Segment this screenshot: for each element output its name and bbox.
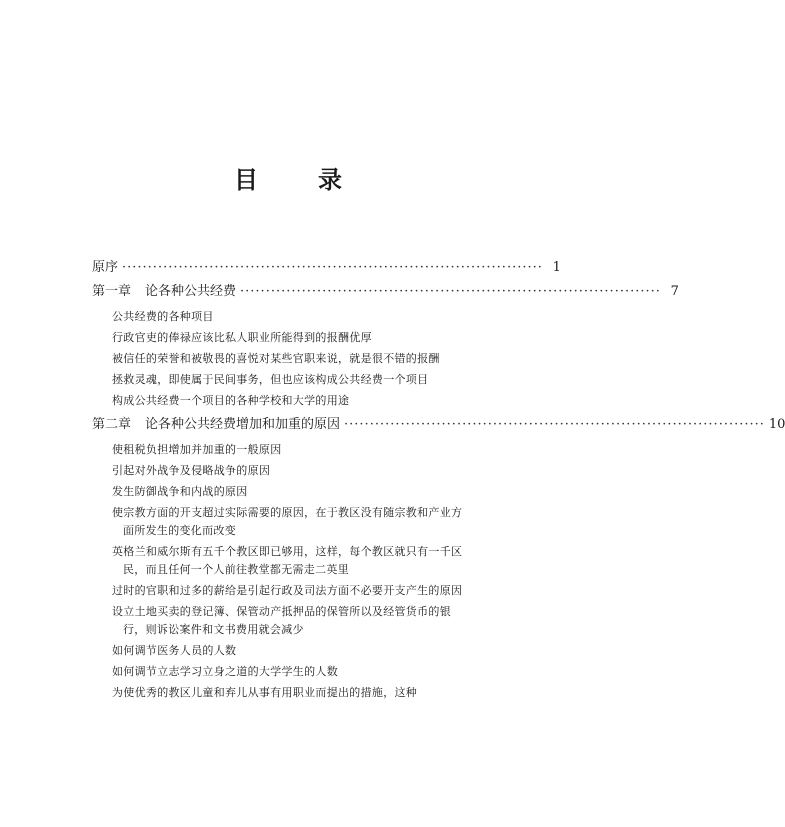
toc-entry-chapter-2[interactable] [92,413,785,437]
toc-page-number: 7 [670,284,679,299]
toc-page-number: 10 [768,417,785,432]
chapter-number: 第二章 [92,417,132,432]
list-item: 发生防御战争和内战的原因 [112,485,248,498]
title-char-2: 录 [318,166,342,194]
title-char-1: 目 [234,166,258,194]
list-item: 如何调节立志学习立身之道的大学学生的人数 [112,665,338,678]
toc-entry-label: 论各种公共经费增加和加重的原因 [145,417,341,432]
chapter-1-subitems [112,308,472,410]
list-item: 设立土地买卖的登记簿、保管动产抵押品的保管所以及经管货币的银行，则诉讼案件和文书费用就会减少 [112,605,451,636]
page-title [0,160,576,195]
chapter-number: 第一章 [92,284,132,299]
list-item: 引起对外战争及侵略战争的原因 [112,464,271,477]
list-item: 使宗教方面的开支超过实际需要的原因，在于教区没有随宗教和产业方面所发生的变化而改变 [112,506,463,537]
toc-entry-preface[interactable] [92,256,561,280]
dot-leader: ·················································································· [122,260,543,275]
list-item: 如何调节医务人员的人数 [112,644,237,657]
dot-leader: ·················································································· [344,417,765,432]
chapter-2-subitems [112,441,472,702]
list-item: 被信任的荣誉和被敬畏的喜悦对某些官职来说，就是很不错的报酬 [112,352,440,365]
list-item: 英格兰和威尔斯有五千个教区即已够用，这样，每个教区就只有一千区民，而且任何一个人前往教堂都无需走二英里 [112,545,463,576]
table-of-contents [92,256,785,705]
toc-entry-label: 原序 [92,260,119,275]
toc-entry-label: 论各种公共经费 [145,284,237,299]
toc-entry-chapter-1[interactable] [92,280,679,304]
list-item: 公共经费的各种项目 [112,310,214,323]
list-item: 拯救灵魂，即使属于民间事务，但也应该构成公共经费一个项目 [112,373,429,386]
toc-page-number: 1 [552,260,561,275]
dot-leader: ·················································································· [240,284,661,299]
list-item: 过时的官职和过多的薪给是引起行政及司法方面不必要开支产生的原因 [112,584,463,597]
list-item: 构成公共经费一个项目的各种学校和大学的用途 [112,394,350,407]
list-item: 行政官吏的俸禄应该比私人职业所能得到的报酬优厚 [112,331,372,344]
list-item: 使租税负担增加并加重的一般原因 [112,443,282,456]
list-item: 为使优秀的教区儿童和弃儿从事有用职业而提出的措施，这种 [112,686,418,699]
